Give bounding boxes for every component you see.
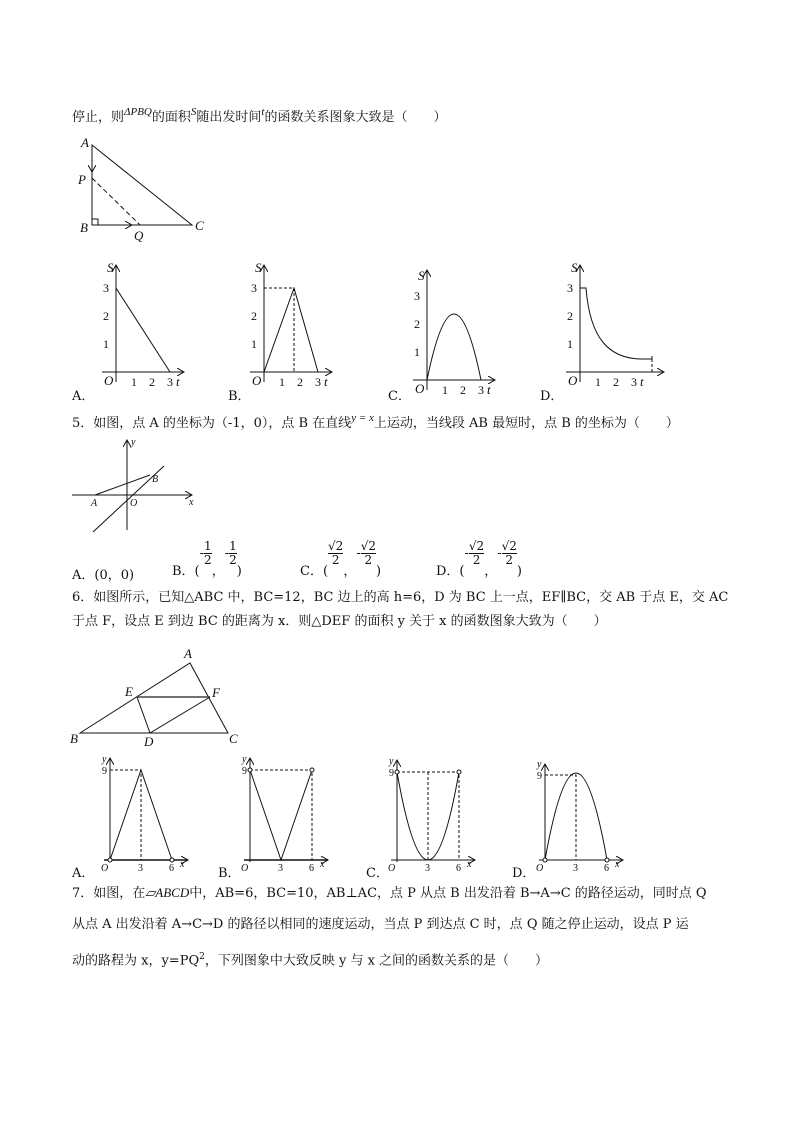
- label-e: E: [125, 684, 133, 699]
- numerator: 1: [204, 539, 212, 553]
- y-tick-label: 2: [414, 317, 420, 331]
- y-tick-label: 1: [414, 345, 420, 359]
- label-b: B: [80, 220, 88, 235]
- axis-label-s: S: [418, 268, 425, 283]
- label-a: A: [91, 498, 98, 509]
- q5-stem-text: 上运动，当线段 AB 最短时，点 B 的坐标为（ ）: [373, 416, 679, 431]
- y-tick-label: 9: [537, 771, 542, 782]
- origin-label: O: [415, 381, 425, 396]
- separator: ，: [343, 564, 357, 579]
- q6-stem-line1: 6．如图所示，已知△ABC 中，BC=12，BC 边上的高 h=6，D 为 BC 上一点，EF∥BC，交 AB 于点 E，交 AC: [72, 590, 729, 605]
- numerator: √2: [360, 539, 377, 553]
- q4-stem-text: 的面积: [151, 110, 191, 125]
- axis-label-y: y: [242, 754, 247, 765]
- origin-label: O: [568, 373, 578, 388]
- y-tick-label: 9: [389, 768, 394, 779]
- label-p: P: [78, 172, 86, 187]
- curve: [427, 314, 481, 380]
- label-a: A: [184, 646, 192, 661]
- q6-graph-c: [391, 760, 475, 862]
- q6-graph-labels: [101, 754, 620, 874]
- x-tick-label: 3: [478, 383, 484, 397]
- q6-triangle-figure: [80, 663, 228, 733]
- origin-label: O: [388, 863, 396, 874]
- minus-sign: -: [464, 546, 469, 561]
- origin-label: O: [536, 863, 544, 874]
- q6-option-d[interactable]: D．: [512, 866, 536, 881]
- x-tick-label: 3: [278, 863, 283, 874]
- label-a: A: [81, 135, 89, 150]
- q4-option-d[interactable]: D．: [540, 389, 564, 404]
- numerator: 1: [229, 539, 237, 553]
- x-tick-label: 3: [315, 375, 321, 389]
- axis-label-t: t: [487, 382, 491, 397]
- q4-var-s: S: [190, 106, 197, 118]
- q7-stem-line2: 从点 A 出发沿着 A→C→D 的路径以相同的速度运动，当点 P 到达点 C 时，点 Q 随之停止运动，设点 P 运: [72, 917, 689, 932]
- axis-label-t: t: [640, 374, 644, 389]
- axis-label-t: t: [176, 374, 180, 389]
- y-tick-label: 9: [242, 766, 247, 777]
- option-label: C．(: [300, 564, 329, 579]
- q6-option-c[interactable]: C．: [366, 866, 389, 881]
- minus-sign: -: [497, 546, 502, 561]
- q6-graph-a: [104, 758, 188, 862]
- label-o: O: [130, 498, 138, 509]
- q5-stem-text: 5．如图，点 A 的坐标为（-1，0），点 B 在直线: [72, 416, 352, 431]
- y-tick-label: 1: [567, 337, 573, 351]
- label-x: x: [189, 497, 194, 508]
- label-d: D: [144, 734, 154, 749]
- numerator: √2: [328, 539, 344, 553]
- label-b: B: [70, 731, 78, 746]
- minus-sign: -: [356, 546, 361, 561]
- x-tick-label: 6: [456, 863, 461, 874]
- curve: [264, 288, 318, 372]
- denominator: 2: [328, 553, 343, 567]
- minus-sign: -: [199, 546, 205, 561]
- open-point: [248, 768, 252, 772]
- label-b: B: [152, 474, 159, 485]
- q4-graph-d: [566, 265, 664, 382]
- x-tick-label: 6: [604, 863, 609, 874]
- close-paren: ): [376, 564, 382, 579]
- q6-stem-line2: 于点 F，设点 E 到边 BC 的距离为 x．则△DEF 的面积 y 关于 x 的函数图象大致为（ ）: [72, 614, 607, 629]
- q7-stem-text: 中，AB=6，BC=10，AB⊥AC，点 P 从点 B 出发沿着 B→A→C 的路径运动，同时点 Q: [189, 886, 707, 901]
- triangle-abc: [92, 145, 192, 225]
- denominator: 2: [469, 553, 484, 567]
- y-tick-label: 3: [103, 281, 109, 295]
- axis-label-s: S: [255, 260, 262, 275]
- segment-ab: [95, 475, 150, 495]
- x-tick-label: 3: [631, 375, 637, 389]
- q7-superscript: 2: [199, 952, 205, 962]
- axis-label-y: y: [389, 756, 394, 767]
- axis-label-t: t: [324, 374, 328, 389]
- x-tick-label: 1: [131, 375, 137, 389]
- guide-line: [250, 770, 312, 860]
- q7-stem-text: ，下列图象中大致反映 y 与 x 之间的函数关系的是（ ）: [204, 953, 549, 969]
- q4-option-c[interactable]: C．: [388, 389, 411, 404]
- numerator: √2: [501, 539, 517, 553]
- q5-figure: [72, 440, 192, 532]
- x-tick-label: 6: [309, 863, 314, 874]
- open-point: [457, 770, 461, 774]
- q4-option-a[interactable]: A．: [72, 389, 95, 404]
- q4-graph-labels: [103, 260, 644, 397]
- x-tick-label: 1: [279, 375, 285, 389]
- denominator: 2: [204, 553, 212, 567]
- denominator: 2: [502, 553, 517, 567]
- x-tick-label: 3: [573, 863, 578, 874]
- q6-graph-d: [539, 764, 623, 862]
- x-tick-label: 6: [169, 863, 174, 874]
- q7-stem-text: 7．如图，在: [72, 886, 146, 901]
- y-tick-label: 3: [251, 281, 257, 295]
- open-point: [543, 858, 547, 862]
- right-angle-mark: [92, 219, 98, 225]
- axis-label-s: S: [571, 260, 578, 275]
- q6-option-a[interactable]: A．: [72, 866, 95, 881]
- y-tick-label: 9: [102, 766, 107, 777]
- label-y: y: [131, 437, 136, 448]
- q7-stem-text: 动的路程为 x，y=PQ: [72, 953, 200, 969]
- axis-label-x: x: [467, 859, 472, 870]
- origin-label: O: [104, 373, 114, 388]
- x-tick-label: 3: [138, 863, 143, 874]
- label-c: C: [229, 731, 238, 746]
- q5-option-a[interactable]: A．(0，0): [72, 568, 135, 583]
- y-tick-label: 3: [414, 289, 420, 303]
- origin-label: O: [252, 373, 262, 388]
- label-q: Q: [134, 228, 144, 243]
- curve: [250, 770, 312, 860]
- x-tick-label: 1: [595, 375, 601, 389]
- curve: [580, 288, 652, 359]
- origin-label: O: [101, 863, 109, 874]
- x-tick-label: 2: [613, 375, 619, 389]
- numerator: √2: [468, 539, 485, 553]
- open-point: [605, 858, 609, 862]
- open-point: [310, 768, 314, 772]
- option-label: D．(: [436, 564, 465, 579]
- q4-stem-text: 随出发时间: [196, 110, 262, 125]
- label-c: C: [195, 218, 204, 233]
- close-paren: ): [236, 564, 242, 579]
- x-tick-label: 2: [149, 375, 155, 389]
- q5-line-equation: y = x: [351, 412, 374, 424]
- x-tick-label: 3: [167, 375, 173, 389]
- minus-sign: -: [224, 546, 230, 561]
- triangle-abc: [80, 663, 228, 733]
- q4-option-b[interactable]: B．: [228, 389, 251, 404]
- separator: ，: [484, 564, 498, 579]
- y-tick-label: 1: [251, 337, 257, 351]
- open-point: [108, 858, 112, 862]
- label-f: F: [212, 685, 220, 700]
- axis-label-x: x: [615, 859, 620, 870]
- open-point: [170, 858, 174, 862]
- q4-triangle-name: ΔPBQ: [124, 106, 152, 118]
- curve: [116, 288, 170, 372]
- origin-label: O: [241, 863, 249, 874]
- curve: [397, 772, 459, 860]
- axis-label-x: x: [180, 859, 185, 870]
- axis-label-s: S: [107, 260, 114, 275]
- denominator: 2: [229, 553, 237, 567]
- q7-parallelogram: ▱ABCD: [145, 885, 190, 900]
- q4-triangle-figure: [92, 145, 192, 225]
- y-tick-label: 2: [251, 309, 257, 323]
- denominator: 2: [361, 553, 376, 567]
- open-point: [395, 770, 399, 774]
- q4-stem-text: 停止，则: [72, 110, 125, 125]
- axis-label-y: y: [537, 759, 542, 770]
- y-tick-label: 3: [567, 281, 573, 295]
- close-paren: ): [516, 564, 522, 579]
- y-tick-label: 1: [103, 337, 109, 351]
- axis-label-x: x: [320, 859, 325, 870]
- separator: ，: [211, 564, 225, 579]
- q6-graph-b: [244, 758, 328, 862]
- segments-ed-df: [137, 697, 210, 733]
- segment-pq: [92, 178, 140, 225]
- q4-graph-a: [102, 265, 184, 382]
- option-label: B．(: [172, 564, 200, 579]
- guide-line: [545, 775, 576, 860]
- q4-var-t: t: [261, 106, 265, 118]
- q4-stem-text: 的函数关系图象大致是（ ）: [264, 110, 447, 125]
- x-tick-label: 2: [460, 383, 466, 397]
- axis-label-y: y: [102, 754, 107, 765]
- q4-graph-c: [413, 270, 495, 390]
- q6-option-b[interactable]: B．: [218, 866, 241, 881]
- x-tick-label: 1: [442, 383, 448, 397]
- x-tick-label: 2: [297, 375, 303, 389]
- y-tick-label: 2: [567, 309, 573, 323]
- q4-graph-b: [250, 265, 332, 382]
- y-tick-label: 2: [103, 309, 109, 323]
- x-tick-label: 3: [425, 863, 430, 874]
